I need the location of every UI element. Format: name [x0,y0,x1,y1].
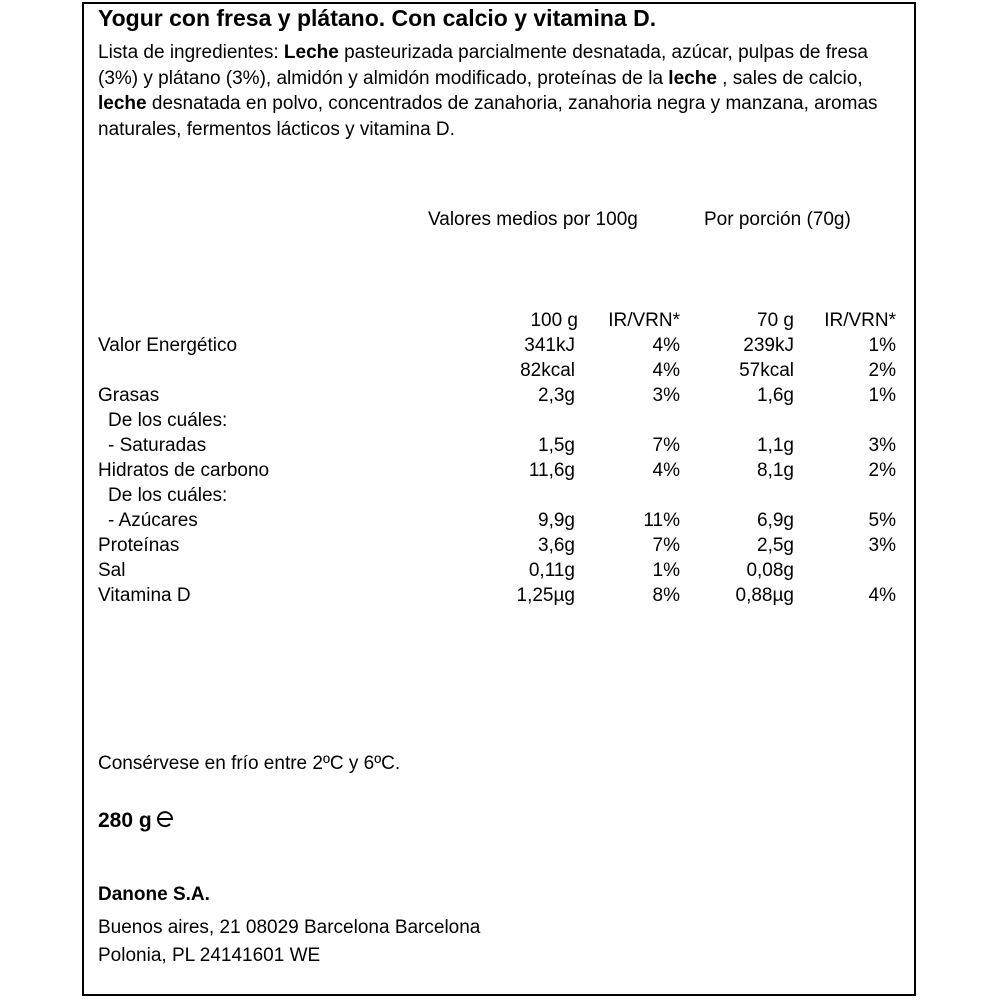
nutrient-label: Proteínas [98,535,180,556]
value-100g: 9,9g [538,510,575,531]
value-70g: 239kJ [743,335,794,356]
ir-70g: 3% [868,435,896,456]
ir-100g: 7% [652,435,680,456]
ir-70g: 5% [868,510,896,531]
address-line-2: Polonia, PL 24141601 WE [98,945,321,966]
ir-100g: 4% [652,360,680,381]
value-70g: 0,08g [746,560,794,581]
ir-70g: 1% [868,335,896,356]
ingredients-list [98,40,898,142]
value-100g: 1,25µg [516,585,575,606]
ir-100g: 8% [652,585,680,606]
ir-100g: 7% [652,535,680,556]
ir-70g: 4% [868,585,896,606]
ingredient-text: pasteurizada parcialmente desnatada, azúcar, pulpas de fresa (3%) y plátano (3%), almidón y almidón modificado, proteínas de la [98,42,868,89]
ir-100g: 4% [652,335,680,356]
nutrient-label: De los cuáles: [108,410,228,431]
header-per-100g: Valores medios por 100g [428,209,638,230]
address-line-1: Buenos aires, 21 08029 Barcelona Barcelona [98,917,481,938]
ingredient-text: Lista de ingredientes: [98,42,284,63]
subheader-ir-100g: IR/VRN* [608,310,680,331]
value-100g: 341kJ [524,335,575,356]
net-weight [98,809,175,835]
ingredient-text: , sales de calcio, [716,67,863,89]
value-70g: 0,88µg [735,585,794,606]
nutrient-label: - Saturadas [108,435,207,456]
value-70g: 2,5g [757,535,794,556]
estimated-sign-icon [155,809,175,835]
allergen-text: leche [668,67,717,89]
nutrient-label: Hidratos de carbono [98,460,270,481]
ir-100g: 1% [652,560,680,581]
value-70g: 6,9g [757,510,794,531]
nutrient-label: Valor Energético [98,335,238,356]
product-title: Yogur con fresa y plátano. Con calcio y vitamina D. [98,5,657,31]
nutrient-label: - Azúcares [108,510,198,531]
value-100g: 82kcal [520,360,575,381]
ir-100g: 4% [652,460,680,481]
value-70g: 57kcal [739,360,794,381]
value-70g: 8,1g [757,460,794,481]
ingredient-text: desnatada en polvo, concentrados de zanahoria, zanahoria negra y manzana, aromas naturales, fermentos lácticos y vitamina D. [98,93,878,140]
allergen-text: leche [98,93,147,114]
ir-100g: 3% [652,385,680,406]
nutrient-label: Vitamina D [98,585,191,606]
subheader-70g: 70 g [757,310,794,331]
subheader-ir-70g: IR/VRN* [824,310,896,331]
value-100g: 1,5g [538,435,575,456]
value-70g: 1,1g [757,435,794,456]
storage-note: Consérvese en frío entre 2ºC y 6ºC. [98,753,401,774]
company-name: Danone S.A. [98,884,210,905]
ir-70g: 3% [868,535,896,556]
allergen-text: Leche [283,42,339,63]
value-70g: 1,6g [757,385,794,406]
value-100g: 2,3g [538,385,575,406]
ir-70g: 2% [868,460,896,481]
ir-70g: 2% [868,360,896,381]
value-100g: 3,6g [538,535,575,556]
value-100g: 0,11g [528,560,575,581]
nutrient-label: Grasas [98,385,160,406]
nutrient-label: Sal [98,560,126,581]
subheader-100g: 100 g [530,310,578,331]
header-per-portion: Por porción (70g) [704,209,851,230]
value-100g: 11,6g [528,460,575,481]
ir-70g: 1% [868,385,896,406]
ir-100g: 11% [643,510,680,531]
nutrient-label: De los cuáles: [108,485,228,506]
net-weight-value: 280 g [98,809,152,832]
